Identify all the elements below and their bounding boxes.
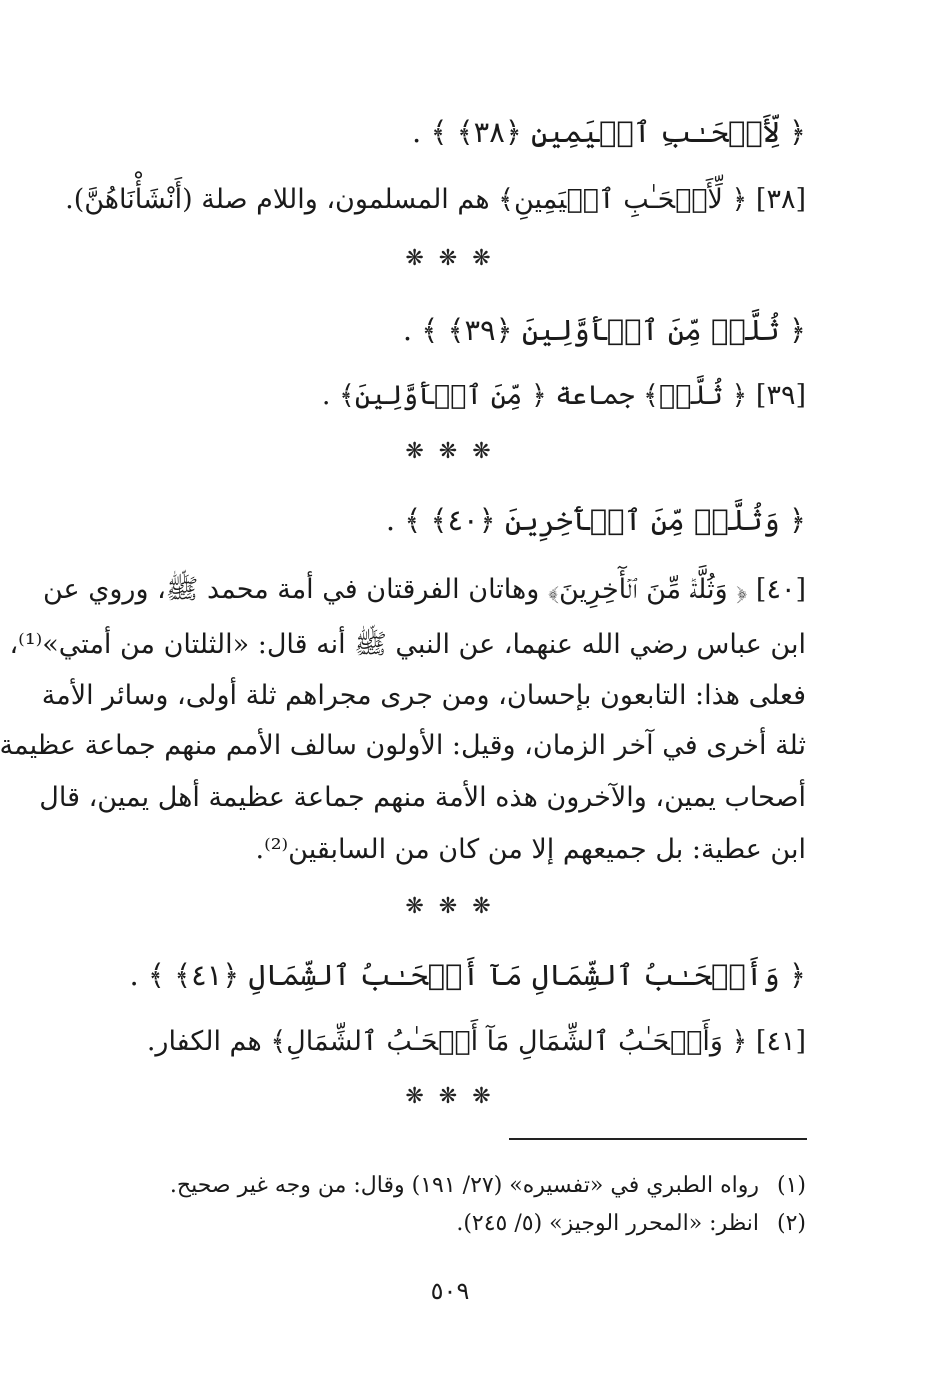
commentary-40-line-3: فعلى هذا: التابعون بإحسان، ومن جرى مجراهم ثلة أولى، وسائر الأمة (41, 680, 806, 711)
commentary-40-line-5: أصحاب يمين، والآخرون هذه الأمة منهم جماعة عظيمة أهل يمين، قال (39, 782, 806, 813)
page-number: ٥٠٩ (430, 1277, 470, 1305)
footnote-text: انظر: «المحرر الوجيز» (٥/ ٢٤٥). (456, 1211, 759, 1236)
section-separator: ❋ ❋ ❋ (405, 1084, 495, 1109)
footnote-rule (509, 1138, 807, 1140)
verse-40: ﴿ وَثُلَّةٞ مِّنَ ٱلۡأٓخِرِينَ ﴿٤٠﴾ ﴾ . (385, 503, 806, 537)
commentary-40-line-2: ابن عباس رضي الله عنهما، عن النبي ﷺ أنه قال: «الثلتان من أمتي»⁽¹⁾، (9, 629, 806, 660)
section-separator: ❋ ❋ ❋ (405, 894, 495, 919)
commentary-39: [٣٩] ﴿ ثُلَّةٞ﴾ جماعة ﴿ مِّنَ ٱلۡأَوَّلِينَ﴾ . (321, 380, 806, 411)
commentary-40-line-4: ثلة أخرى في آخر الزمان، وقيل: الأولون سالف الأمم منهم جماعة عظيمة (0, 730, 806, 761)
commentary-38: [٣٨] ﴿ لِّأَصۡحَـٰبِ ٱلۡيَمِينِ﴾ هم المسلمون، واللام صلة (أَنْشَأْنَاهُنَّ). (65, 184, 806, 215)
commentary-40-line-1: [٤٠] ﴿ وَثُلَّةٞ مِّنَ ٱلۡأٓخِرِينَ﴾ وهاتان الفرقتان في أمة محمد ﷺ، وروي عن (43, 574, 806, 605)
footnote-text: رواه الطبري في «تفسيره» (٢٧/ ١٩١) وقال: من وجه غير صحيح. (169, 1173, 759, 1198)
footnote-2 (150, 1208, 806, 1240)
footnote-number: (٢) (776, 1211, 806, 1236)
verse-39: ﴿ ثُلَّةٞ مِّنَ ٱلۡأَوَّلِينَ ﴿٣٩﴾ ﴾ . (402, 313, 806, 347)
footnote-1 (150, 1170, 806, 1202)
section-separator: ❋ ❋ ❋ (405, 246, 495, 271)
footnote-number: (١) (776, 1173, 806, 1198)
commentary-41: [٤١] ﴿ وَأَصۡحَـٰبُ ٱلشِّمَالِ مَآ أَصۡحَـٰبُ ٱلشِّمَالِ﴾ هم الكفار. (146, 1026, 806, 1057)
verse-41: ﴿ وَأَصۡحَـٰبُ ٱلشِّمَالِ مَآ أَصۡحَـٰبُ ٱلشِّمَالِ ﴿٤١﴾ ﴾ . (129, 958, 806, 992)
commentary-40-line-6: ابن عطية: بل جميعهم إلا من كان من السابقين⁽²⁾. (255, 834, 806, 865)
verse-38: ﴿ لِّأَصۡحَـٰبِ ٱلۡيَمِينِ ﴿٣٨﴾ ﴾ . (412, 115, 806, 149)
section-separator: ❋ ❋ ❋ (405, 439, 495, 464)
